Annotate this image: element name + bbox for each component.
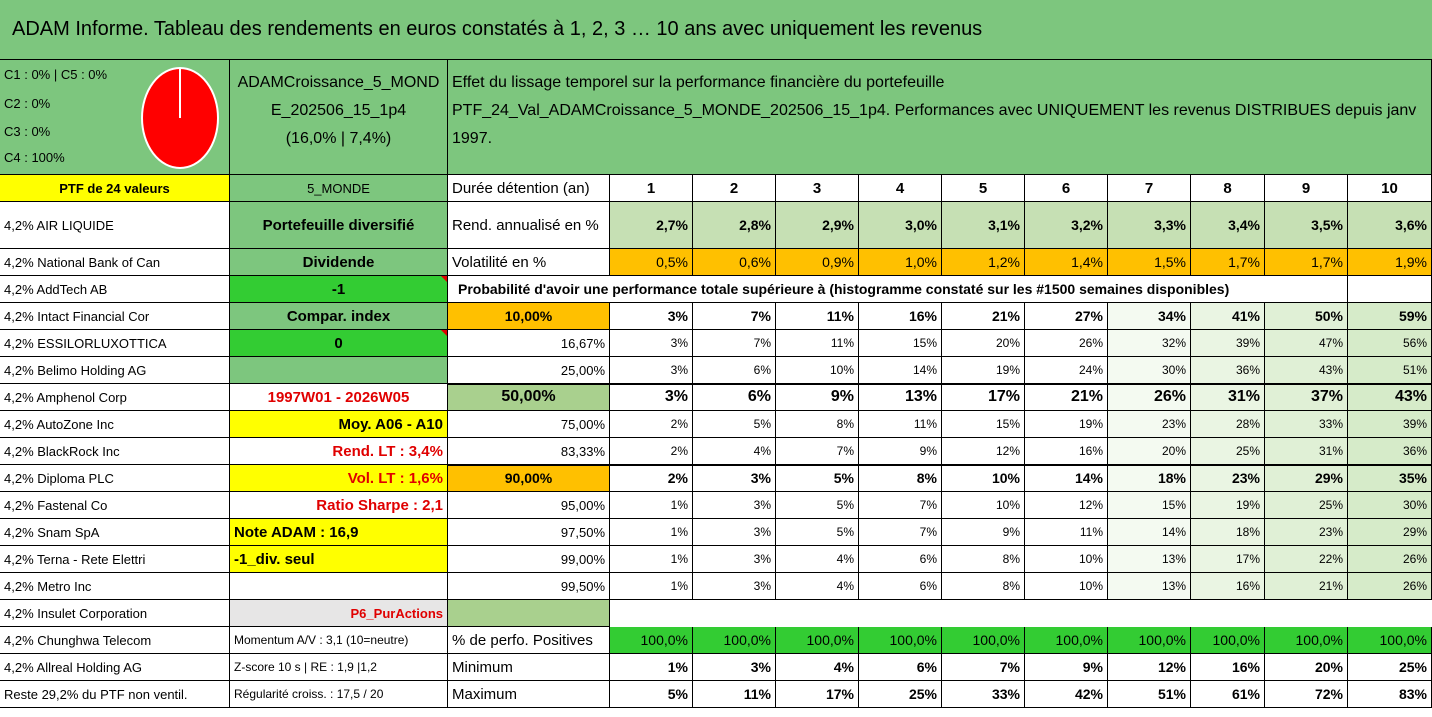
probability-value-2-4: 14% [859,357,942,384]
indicator-cell-4: Compar. index [230,303,448,330]
probability-value-9-10: 26% [1348,546,1432,573]
indicator-cell-5: 0 [230,330,448,357]
probability-value-3-7: 26% [1108,384,1191,411]
probability-value-3-3: 9% [776,384,859,411]
portfolio-holding-4: 4,2% Intact Financial Cor [0,303,230,330]
probability-value-4-1: 2% [610,411,693,438]
year-header-4: 4 [859,175,942,202]
portfolio-name-line2: E_202506_15_1p4 [270,102,407,119]
indicator-cell-9: Rend. LT : 3,4% [230,438,448,465]
indicator-cell-12: Note ADAM : 16,9 [230,519,448,546]
portfolio-holding-3: 4,2% AddTech AB [0,276,230,303]
probability-value-8-7: 14% [1108,519,1191,546]
probability-value-9-4: 6% [859,546,942,573]
title-bar: ADAM Informe. Tableau des rendements en euros constatés à 1, 2, 3 … 10 ans avec uniquement les revenus [0,0,1432,60]
positive-performance-3: 100,0% [776,627,859,654]
probability-value-10-6: 10% [1025,573,1108,600]
alloc-c3: C3 : 0% [4,124,51,139]
portfolio-name-line1: ADAMCroissance_5_MOND [237,74,440,91]
volatility-4: 1,0% [859,249,942,276]
probability-value-0-8: 41% [1191,303,1265,330]
minimum-1: 1% [610,654,693,681]
positive-performance-8: 100,0% [1191,627,1265,654]
indicator-cell-6 [230,357,448,384]
minimum-3: 4% [776,654,859,681]
probability-value-2-10: 51% [1348,357,1432,384]
probability-value-5-3: 7% [776,438,859,465]
probability-value-2-8: 36% [1191,357,1265,384]
empty-cell [1348,276,1432,303]
probability-value-8-6: 11% [1025,519,1108,546]
probability-value-6-7: 18% [1108,465,1191,492]
probability-value-8-5: 9% [942,519,1025,546]
minimum-10: 25% [1348,654,1432,681]
minimum-2: 3% [693,654,776,681]
probability-value-6-10: 35% [1348,465,1432,492]
probability-value-10-5: 8% [942,573,1025,600]
indicator-cell-10: Vol. LT : 1,6% [230,465,448,492]
portfolio-holding-17: 4,2% Allreal Holding AG [0,654,230,681]
probability-value-7-5: 10% [942,492,1025,519]
annualized-return-3: 2,9% [776,202,859,249]
probability-value-10-9: 21% [1265,573,1348,600]
minimum-5: 7% [942,654,1025,681]
volatility-label: Volatilité en % [448,249,610,276]
probability-value-0-9: 50% [1265,303,1348,330]
portfolio-name-line3: (16,0% | 7,4%) [285,130,392,147]
spacer-green-cell [448,600,610,627]
probability-value-5-4: 9% [859,438,942,465]
probability-value-1-10: 56% [1348,330,1432,357]
probability-value-8-9: 23% [1265,519,1348,546]
description-line2: PTF_24_Val_ADAMCroissance_5_MONDE_202506_15_1p4. Performances avec UNIQUEMENT les revenus DISTRIBUES depuis janv [452,102,1417,119]
minimum-6: 9% [1025,654,1108,681]
positive-performance-5: 100,0% [942,627,1025,654]
portfolio-holding-15: 4,2% Insulet Corporation [0,600,230,627]
annualized-return-1: 2,7% [610,202,693,249]
indicator-cell-1: Portefeuille diversifié [230,202,448,249]
probability-value-8-2: 3% [693,519,776,546]
probability-value-9-9: 22% [1265,546,1348,573]
probability-value-9-7: 13% [1108,546,1191,573]
indicator-cell-11: Ratio Sharpe : 2,1 [230,492,448,519]
year-header-2: 2 [693,175,776,202]
description-line3: 1997. [452,130,493,147]
indicator-cell-16: Momentum A/V : 3,1 (10=neutre) [230,627,448,654]
annualized-return-5: 3,1% [942,202,1025,249]
probability-value-6-6: 14% [1025,465,1108,492]
probability-value-4-6: 19% [1025,411,1108,438]
maximum-3: 17% [776,681,859,708]
indicator-cell-14 [230,573,448,600]
probability-value-1-4: 15% [859,330,942,357]
probability-value-10-2: 3% [693,573,776,600]
probability-value-4-9: 33% [1265,411,1348,438]
probability-value-3-1: 3% [610,384,693,411]
indicator-cell-0: 5_MONDE [230,175,448,202]
probability-value-5-5: 12% [942,438,1025,465]
probability-value-1-6: 26% [1025,330,1108,357]
probability-value-0-10: 59% [1348,303,1432,330]
indicator-cell-3: -1 [230,276,448,303]
probability-value-1-9: 47% [1265,330,1348,357]
probability-value-10-10: 26% [1348,573,1432,600]
annualized-return-label: Rend. annualisé en % [448,202,610,249]
probability-value-9-8: 17% [1191,546,1265,573]
probability-threshold-6: 90,00% [448,465,610,492]
probability-value-1-2: 7% [693,330,776,357]
portfolio-holding-9: 4,2% BlackRock Inc [0,438,230,465]
probability-value-0-5: 21% [942,303,1025,330]
probability-value-5-2: 4% [693,438,776,465]
portfolio-holding-16: 4,2% Chunghwa Telecom [0,627,230,654]
probability-value-10-4: 6% [859,573,942,600]
portfolio-holding-13: 4,2% Terna - Rete Elettri [0,546,230,573]
annualized-return-6: 3,2% [1025,202,1108,249]
holding-period-label: Durée détention (an) [448,175,610,202]
probability-value-0-2: 7% [693,303,776,330]
probability-value-1-5: 20% [942,330,1025,357]
probability-value-8-10: 29% [1348,519,1432,546]
row-separator [448,464,1432,466]
volatility-8: 1,7% [1191,249,1265,276]
maximum-10: 83% [1348,681,1432,708]
volatility-2: 0,6% [693,249,776,276]
alloc-c2: C2 : 0% [4,96,51,111]
probability-value-8-8: 18% [1191,519,1265,546]
indicator-cell-2: Dividende [230,249,448,276]
probability-value-4-10: 39% [1348,411,1432,438]
portfolio-holding-7: 4,2% Amphenol Corp [0,384,230,411]
maximum-2: 11% [693,681,776,708]
volatility-1: 0,5% [610,249,693,276]
alloc-c4: C4 : 100% [4,150,65,165]
annualized-return-2: 2,8% [693,202,776,249]
annualized-return-9: 3,5% [1265,202,1348,249]
probability-value-6-9: 29% [1265,465,1348,492]
year-header-3: 3 [776,175,859,202]
volatility-6: 1,4% [1025,249,1108,276]
annualized-return-7: 3,3% [1108,202,1191,249]
allocation-pie-chart [140,65,222,169]
volatility-7: 1,5% [1108,249,1191,276]
positive-performance-label: % de perfo. Positives [448,627,610,654]
probability-value-1-8: 39% [1191,330,1265,357]
portfolio-holding-6: 4,2% Belimo Holding AG [0,357,230,384]
probability-value-7-2: 3% [693,492,776,519]
probability-value-0-1: 3% [610,303,693,330]
probability-value-0-6: 27% [1025,303,1108,330]
probability-threshold-9: 99,00% [448,546,610,573]
positive-performance-1: 100,0% [610,627,693,654]
probability-threshold-0: 10,00% [448,303,610,330]
indicator-cell-7: 1997W01 - 2026W05 [230,384,448,411]
probability-threshold-7: 95,00% [448,492,610,519]
probability-value-7-6: 12% [1025,492,1108,519]
probability-threshold-5: 83,33% [448,438,610,465]
portfolio-holding-8: 4,2% AutoZone Inc [0,411,230,438]
probability-value-0-3: 11% [776,303,859,330]
probability-value-2-2: 6% [693,357,776,384]
positive-performance-7: 100,0% [1108,627,1191,654]
probability-value-9-2: 3% [693,546,776,573]
probability-value-0-7: 34% [1108,303,1191,330]
probability-threshold-3: 50,00% [448,384,610,411]
probability-value-5-9: 31% [1265,438,1348,465]
indicator-cell-13: -1_div. seul [230,546,448,573]
portfolio-holding-12: 4,2% Snam SpA [0,519,230,546]
probability-value-4-3: 8% [776,411,859,438]
probability-value-6-4: 8% [859,465,942,492]
probability-value-4-4: 11% [859,411,942,438]
minimum-label: Minimum [448,654,610,681]
probability-threshold-1: 16,67% [448,330,610,357]
year-header-10: 10 [1348,175,1432,202]
year-header-8: 8 [1191,175,1265,202]
maximum-4: 25% [859,681,942,708]
probability-value-7-10: 30% [1348,492,1432,519]
probability-value-6-5: 10% [942,465,1025,492]
probability-value-3-8: 31% [1191,384,1265,411]
probability-threshold-10: 99,50% [448,573,610,600]
probability-value-7-7: 15% [1108,492,1191,519]
probability-value-4-5: 15% [942,411,1025,438]
maximum-9: 72% [1265,681,1348,708]
probability-value-3-9: 37% [1265,384,1348,411]
positive-performance-9: 100,0% [1265,627,1348,654]
probability-value-7-8: 19% [1191,492,1265,519]
portfolio-description-cell [448,60,1432,175]
probability-value-1-7: 32% [1108,330,1191,357]
alloc-c1: C1 : 0% | C5 : 0% [4,67,108,82]
portfolio-holding-5: 4,2% ESSILORLUXOTTICA [0,330,230,357]
probability-value-2-7: 30% [1108,357,1191,384]
probability-value-7-9: 25% [1265,492,1348,519]
description-line1: Effet du lissage temporel sur la performance financière du portefeuille [452,74,945,91]
probability-value-10-1: 1% [610,573,693,600]
portfolio-holding-14: 4,2% Metro Inc [0,573,230,600]
indicator-cell-15: P6_PurActions [230,600,448,627]
year-header-5: 5 [942,175,1025,202]
positive-performance-4: 100,0% [859,627,942,654]
probability-value-10-7: 13% [1108,573,1191,600]
probability-value-1-3: 11% [776,330,859,357]
minimum-8: 16% [1191,654,1265,681]
annualized-return-8: 3,4% [1191,202,1265,249]
probability-value-10-3: 4% [776,573,859,600]
minimum-7: 12% [1108,654,1191,681]
probability-value-3-2: 6% [693,384,776,411]
probability-value-5-1: 2% [610,438,693,465]
probability-value-3-6: 21% [1025,384,1108,411]
probability-value-4-2: 5% [693,411,776,438]
probability-value-1-1: 3% [610,330,693,357]
probability-value-5-7: 20% [1108,438,1191,465]
minimum-9: 20% [1265,654,1348,681]
maximum-5: 33% [942,681,1025,708]
portfolio-holding-2: 4,2% National Bank of Can [0,249,230,276]
volatility-3: 0,9% [776,249,859,276]
probability-value-9-5: 8% [942,546,1025,573]
maximum-6: 42% [1025,681,1108,708]
probability-value-2-1: 3% [610,357,693,384]
probability-value-6-1: 2% [610,465,693,492]
year-header-6: 6 [1025,175,1108,202]
probability-value-3-5: 17% [942,384,1025,411]
allocation-cell [0,60,230,175]
probability-threshold-8: 97,50% [448,519,610,546]
probability-value-7-1: 1% [610,492,693,519]
year-header-9: 9 [1265,175,1348,202]
minimum-4: 6% [859,654,942,681]
portfolio-holding-10: 4,2% Diploma PLC [0,465,230,492]
probability-value-7-3: 5% [776,492,859,519]
maximum-1: 5% [610,681,693,708]
probability-value-2-5: 19% [942,357,1025,384]
probability-value-3-4: 13% [859,384,942,411]
probability-value-7-4: 7% [859,492,942,519]
row-separator [448,383,1432,385]
probability-value-2-6: 24% [1025,357,1108,384]
indicator-cell-18: Régularité croiss. : 17,5 / 20 [230,681,448,708]
probability-value-8-1: 1% [610,519,693,546]
probability-value-4-7: 23% [1108,411,1191,438]
portfolio-holding-11: 4,2% Fastenal Co [0,492,230,519]
probability-value-2-9: 43% [1265,357,1348,384]
portfolio-name-cell [230,60,448,175]
maximum-label: Maximum [448,681,610,708]
portfolio-holding-18: Reste 29,2% du PTF non ventil. [0,681,230,708]
annualized-return-10: 3,6% [1348,202,1432,249]
volatility-10: 1,9% [1348,249,1432,276]
maximum-7: 51% [1108,681,1191,708]
probability-value-10-8: 16% [1191,573,1265,600]
probability-value-8-3: 5% [776,519,859,546]
indicator-cell-17: Z-score 10 s | RE : 1,9 |1,2 [230,654,448,681]
probability-value-5-8: 25% [1191,438,1265,465]
probability-value-5-10: 36% [1348,438,1432,465]
probability-value-9-3: 4% [776,546,859,573]
probability-value-9-6: 10% [1025,546,1108,573]
probability-threshold-2: 25,00% [448,357,610,384]
volatility-9: 1,7% [1265,249,1348,276]
volatility-5: 1,2% [942,249,1025,276]
maximum-8: 61% [1191,681,1265,708]
probability-value-8-4: 7% [859,519,942,546]
probability-value-5-6: 16% [1025,438,1108,465]
indicator-cell-8: Moy. A06 - A10 [230,411,448,438]
portfolio-holding-0: PTF de 24 valeurs [0,175,230,202]
probability-value-9-1: 1% [610,546,693,573]
probability-value-6-3: 5% [776,465,859,492]
probability-value-3-10: 43% [1348,384,1432,411]
year-header-1: 1 [610,175,693,202]
probability-threshold-4: 75,00% [448,411,610,438]
probability-header: Probabilité d'avoir une performance totale supérieure à (histogramme constaté sur les #1500 semaines disponibles) [448,276,1348,303]
portfolio-holding-1: 4,2% AIR LIQUIDE [0,202,230,249]
annualized-return-4: 3,0% [859,202,942,249]
probability-value-6-2: 3% [693,465,776,492]
probability-value-6-8: 23% [1191,465,1265,492]
positive-performance-6: 100,0% [1025,627,1108,654]
probability-value-4-8: 28% [1191,411,1265,438]
probability-value-0-4: 16% [859,303,942,330]
year-header-7: 7 [1108,175,1191,202]
positive-performance-10: 100,0% [1348,627,1432,654]
positive-performance-2: 100,0% [693,627,776,654]
probability-value-2-3: 10% [776,357,859,384]
